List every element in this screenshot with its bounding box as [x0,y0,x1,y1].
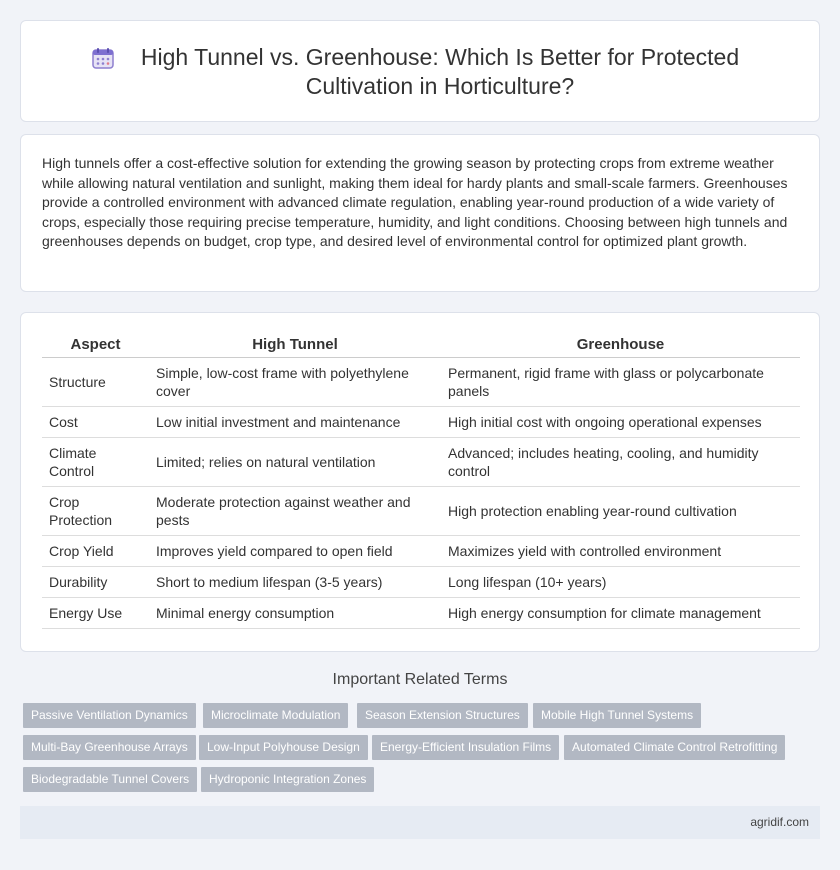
table-row [42,566,800,597]
tag-passive-ventilation[interactable]: Passive Ventilation Dynamics [23,703,196,728]
tag-mobile-high-tunnel[interactable]: Mobile High Tunnel Systems [533,703,701,728]
page-title: High Tunnel vs. Greenhouse: Which Is Better for Protected Cultivation in Horticulture? [140,44,740,99]
row-aspect: Crop Yield [42,535,149,566]
row-greenhouse: Advanced; includes heating, cooling, and humidity control [441,437,800,486]
row-greenhouse: High initial cost with ongoing operational expenses [441,406,800,437]
header-aspect: Aspect [42,329,149,357]
title-card [20,20,820,122]
tag-microclimate[interactable]: Microclimate Modulation [203,703,348,728]
row-high-tunnel: Limited; relies on natural ventilation [149,437,441,486]
tag-biodegradable-covers[interactable]: Biodegradable Tunnel Covers [23,767,197,792]
tag-insulation-films[interactable]: Energy-Efficient Insulation Films [372,735,559,760]
row-greenhouse: High protection enabling year-round cultivation [441,486,800,535]
row-aspect: Durability [42,566,149,597]
row-aspect: Cost [42,406,149,437]
row-greenhouse: Maximizes yield with controlled environment [441,535,800,566]
row-high-tunnel: Minimal energy consumption [149,597,441,628]
table-row [42,357,800,406]
row-aspect: Climate Control [42,437,149,486]
header-greenhouse: Greenhouse [441,329,800,357]
row-high-tunnel: Simple, low-cost frame with polyethylene cover [149,357,441,406]
row-greenhouse: Long lifespan (10+ years) [441,566,800,597]
table-row [42,597,800,628]
row-greenhouse: Permanent, rigid frame with glass or polycarbonate panels [441,357,800,406]
tag-low-input-polyhouse[interactable]: Low-Input Polyhouse Design [199,735,368,760]
table-header-row [42,329,800,357]
header-high-tunnel: High Tunnel [149,329,441,357]
tag-hydroponic-zones[interactable]: Hydroponic Integration Zones [201,767,374,792]
tag-climate-retrofitting[interactable]: Automated Climate Control Retrofitting [564,735,785,760]
row-high-tunnel: Moderate protection against weather and pests [149,486,441,535]
row-aspect: Crop Protection [42,486,149,535]
row-high-tunnel: Short to medium lifespan (3-5 years) [149,566,441,597]
comparison-table [42,329,800,629]
footer-site[interactable]: agridif.com [750,815,809,829]
row-high-tunnel: Low initial investment and maintenance [149,406,441,437]
tag-multi-bay[interactable]: Multi-Bay Greenhouse Arrays [23,735,196,760]
table-row [42,437,800,486]
row-aspect: Structure [42,357,149,406]
footer [20,806,820,839]
intro-card [20,134,820,292]
row-aspect: Energy Use [42,597,149,628]
comparison-card [20,312,820,652]
intro-paragraph: High tunnels offer a cost-effective solution for extending the growing season by protecting crops from extreme weather while allowing natural ventilation and sunlight, making them ideal for hardy plants and small-scale farmers. Greenhouses provide a controlled environment with advanced climate regulation, enabling year-round production of a wide variety of crops, especially those requiring precise temperature, humidity, and light conditions. Choosing between high tunnels and greenhouses depends on budget, crop type, and desired level of environmental control for optimized plant growth. [42,155,788,250]
row-greenhouse: High energy consumption for climate management [441,597,800,628]
table-row [42,486,800,535]
tag-season-extension[interactable]: Season Extension Structures [357,703,528,728]
table-row [42,406,800,437]
related-terms-title: Important Related Terms [332,671,508,688]
row-high-tunnel: Improves yield compared to open field [149,535,441,566]
table-row [42,535,800,566]
